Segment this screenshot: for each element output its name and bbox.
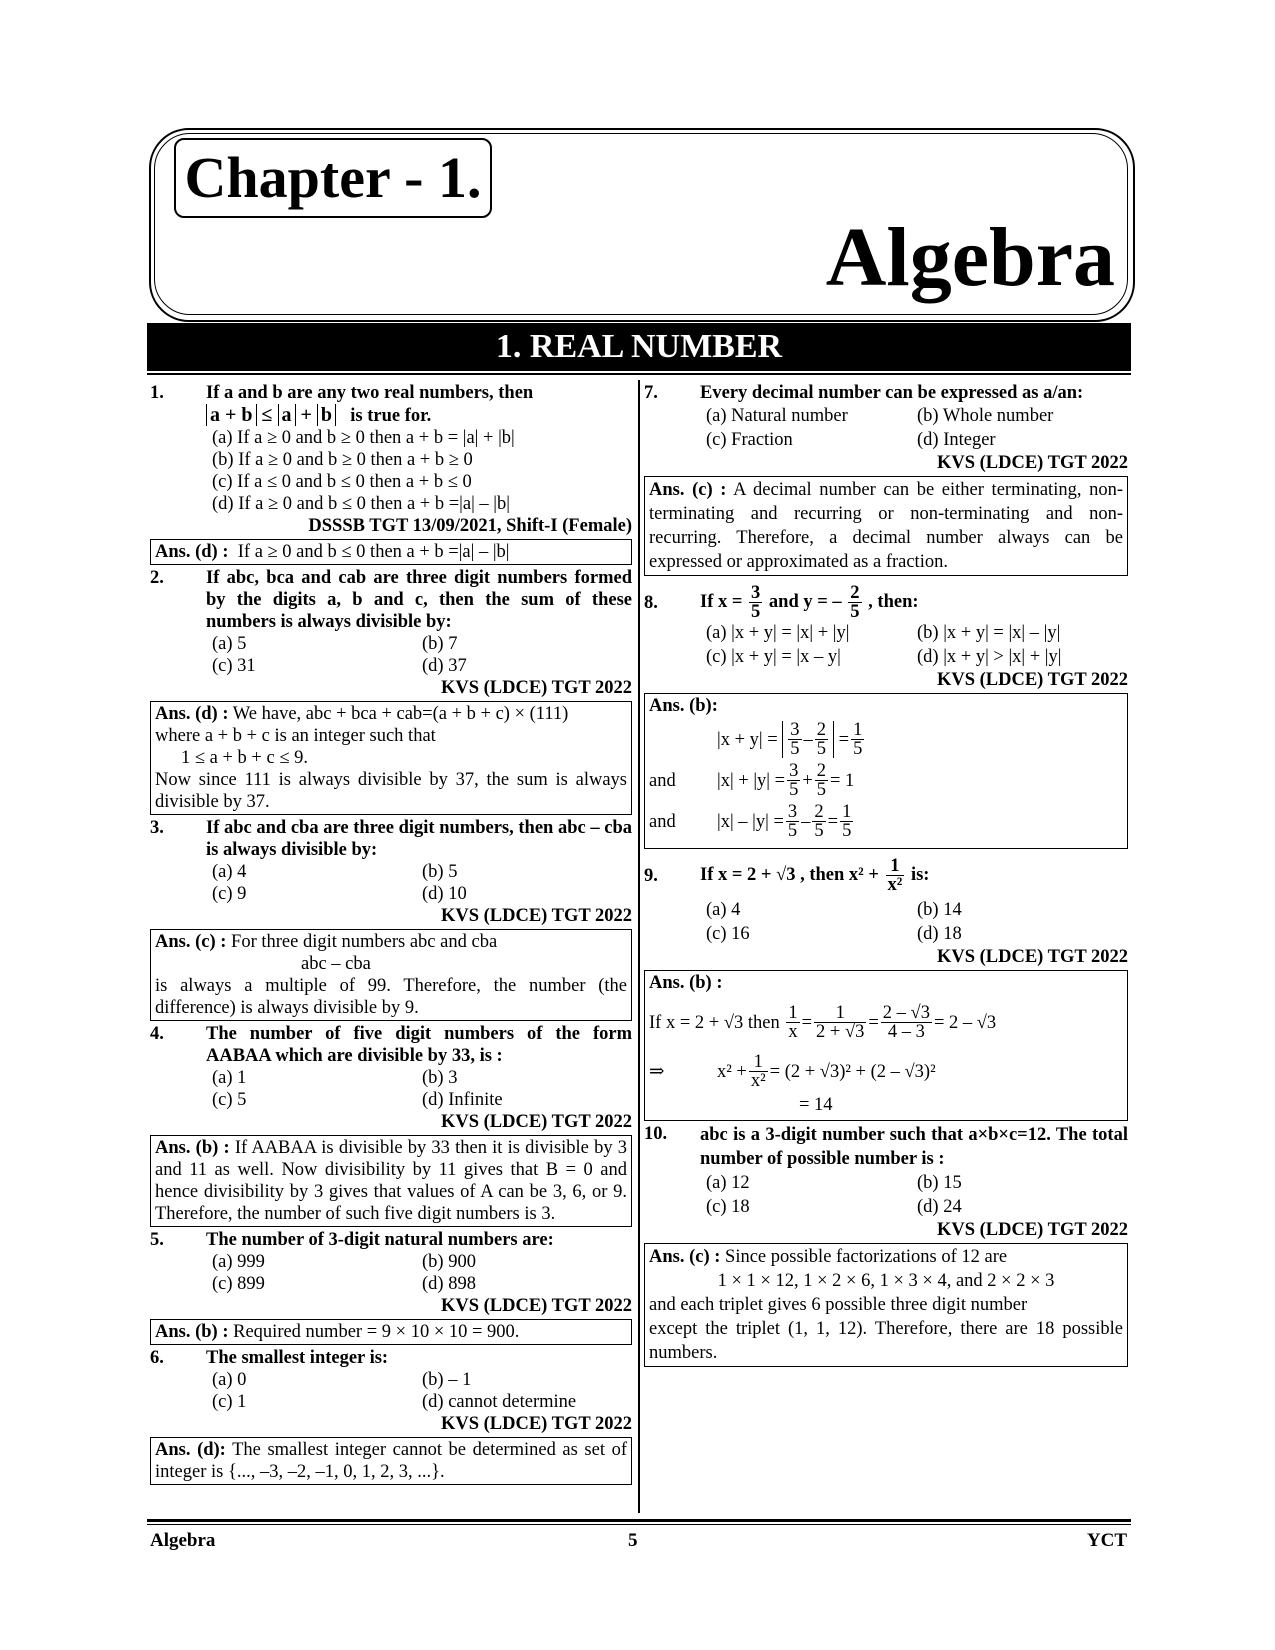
answer-label: Ans. (c) :: [649, 480, 727, 500]
answer-text: The smallest integer cannot be determined as set of integer is {..., –3, –2, –1, 0, 1, 2, 3, ...}.: [155, 1440, 627, 1482]
answer-box: [644, 970, 1128, 1121]
answer-text: If a ≥ 0 and b ≤ 0 then a + b =|a| – |b|: [237, 542, 510, 562]
option-d[interactable]: (d) 24: [917, 1197, 962, 1217]
option-d[interactable]: (d) |x + y| > |x| + |y|: [917, 647, 1062, 667]
answer-line: abc – cba: [301, 954, 371, 974]
answer-label: Ans. (c) :: [649, 1247, 721, 1267]
options: [150, 1067, 632, 1111]
answer-box: [644, 476, 1128, 576]
option-d[interactable]: (d) 37: [422, 656, 467, 676]
options: [150, 1251, 632, 1295]
option-a[interactable]: (a) 4: [706, 900, 741, 920]
option-d[interactable]: (d) 10: [422, 884, 467, 904]
question-7: [644, 382, 1128, 576]
question-text: If abc and cba are three digit numbers, then abc – cba is always divisible by:: [206, 818, 632, 860]
question-10: [644, 1123, 1128, 1367]
question-source: KVS (LDCE) TGT 2022: [440, 906, 632, 926]
answer-label: Ans. (b) :: [155, 1322, 229, 1342]
abs-inequality-formula: a + b ≤ a + b: [206, 404, 341, 426]
question-6: [150, 1347, 632, 1485]
options: [644, 404, 1128, 452]
option-a[interactable]: (a) 0: [212, 1370, 247, 1390]
question-1: [150, 382, 632, 565]
option-b[interactable]: (b) If a ≥ 0 and b ≥ 0 then a + b ≥ 0: [212, 450, 473, 470]
options: [150, 861, 632, 905]
question-text: The smallest integer is:: [206, 1348, 389, 1368]
question-source: DSSSB TGT 13/09/2021, Shift-I (Female): [308, 516, 632, 536]
option-a[interactable]: (a) 4: [212, 862, 247, 882]
answer-label: Ans. (b):: [649, 696, 718, 716]
left-column: [150, 382, 632, 1487]
answer-box: [150, 1135, 632, 1227]
option-b[interactable]: (b) 7: [422, 634, 458, 654]
option-d[interactable]: (d) cannot determine: [422, 1392, 577, 1412]
option-a[interactable]: (a) 999: [212, 1252, 265, 1272]
footer-publisher: YCT: [1086, 1530, 1127, 1551]
answer-text: If AABAA is divisible by 33 then it is divisible by 3 and 11 as well. Now divisibility by 11 gives that B = 0 and hence divisibility by 3 gives that values of A can be 3, 6, or 9. Therefore, the number of such five digit numbers is 3.: [155, 1138, 628, 1224]
question-number: 5.: [150, 1230, 164, 1250]
option-d[interactable]: (d) 18: [917, 924, 962, 944]
question-2: [150, 567, 632, 815]
right-column: [644, 382, 1128, 1369]
option-b[interactable]: (b) |x + y| = |x| – |y|: [917, 623, 1061, 643]
question-number: 7.: [644, 383, 658, 403]
math-row-3: = 14: [799, 1095, 833, 1115]
option-d[interactable]: (d) 898: [422, 1274, 476, 1294]
math-row-3: and |x| – |y| = $\frac{3}{5}$ – $\frac{2}{5}$ = $\frac{1}{5}$: [649, 802, 852, 841]
options: [644, 898, 1128, 946]
option-c[interactable]: (c) 18: [706, 1197, 750, 1217]
answer-line: 1 × 1 × 12, 1 × 2 × 6, 1 × 3 × 4, and 2 × 2 × 3: [717, 1271, 1055, 1291]
footer-rule-thin: [147, 1524, 1131, 1525]
answer-label: Ans. (d):: [155, 1440, 226, 1460]
question-source: KVS (LDCE) TGT 2022: [936, 670, 1128, 690]
question-source: KVS (LDCE) TGT 2022: [440, 1414, 632, 1434]
question-5: [150, 1229, 632, 1345]
answer-box: [150, 929, 632, 1021]
option-d[interactable]: (d) Infinite: [422, 1090, 503, 1110]
option-a[interactable]: (a) |x + y| = |x| + |y|: [706, 623, 850, 643]
answer-line: For three digit numbers abc and cba: [231, 932, 498, 952]
math-row-1: |x + y| = $\frac{3}{5}$ – $\frac{2}{5}$ = $\frac{1}{5}$: [717, 720, 863, 759]
question-4: [150, 1023, 632, 1227]
fraction-y: $\frac{2}{5}$: [850, 583, 860, 622]
option-c[interactable]: (c) 1: [212, 1392, 247, 1412]
answer-line: 1 ≤ a + b + c ≤ 9.: [181, 748, 308, 768]
answer-line: except the triplet (1, 1, 12). Therefore, there are 18 possible numbers.: [649, 1319, 1123, 1363]
answer-box: [644, 693, 1128, 849]
question-source: KVS (LDCE) TGT 2022: [936, 1220, 1128, 1240]
question-text: abc is a 3-digit number such that a×b×c=12. The total number of possible number is :: [700, 1125, 1128, 1169]
column-separator: [638, 380, 640, 1513]
answer-text: Required number = 9 × 10 × 10 = 900.: [233, 1322, 520, 1342]
option-b[interactable]: (b) – 1: [422, 1370, 472, 1390]
section-rule: [147, 373, 1131, 375]
question-number: 8.: [644, 592, 658, 613]
question-3: [150, 817, 632, 1021]
chapter-label: Chapter - 1.: [174, 138, 492, 218]
option-a[interactable]: (a) 5: [212, 634, 247, 654]
options: [644, 1171, 1128, 1219]
question-text: If abc, bca and cab are three digit numbers formed by the digits a, b and c, then the sum of these numbers is always divisible by:: [206, 568, 632, 632]
fraction-x: $\frac{3}{5}$: [751, 583, 761, 622]
answer-label: Ans. (d) :: [155, 704, 229, 724]
option-a[interactable]: (a) 1: [212, 1068, 247, 1088]
option-a[interactable]: (a) Natural number: [706, 406, 848, 426]
option-b[interactable]: (b) 900: [422, 1252, 476, 1272]
question-text: If x = $\frac{3}{5}$ and y = – $\frac{2}{5}$ , then:: [700, 583, 919, 622]
options: [150, 1369, 632, 1413]
answer-line: where a + b + c is an integer such that: [155, 726, 436, 746]
question-text: Every decimal number can be expressed as a/an:: [700, 383, 1084, 403]
answer-box: [150, 1319, 632, 1345]
section-title: 1. REAL NUMBER: [147, 323, 1131, 371]
option-d[interactable]: (d) Integer: [917, 430, 996, 450]
answer-label: Ans. (b) :: [649, 973, 723, 993]
option-d[interactable]: (d) If a ≥ 0 and b ≤ 0 then a + b =|a| – |b|: [212, 494, 510, 514]
math-row-2: ⇒ x² + $\frac{1}{\text{x²}}$ = (2 + √3)² + (2 – √3)²: [649, 1052, 936, 1091]
question-number: 3.: [150, 818, 164, 838]
options: [150, 633, 632, 677]
option-c[interactable]: (c) 16: [706, 924, 750, 944]
question-source: KVS (LDCE) TGT 2022: [440, 1296, 632, 1316]
page-number: 5: [628, 1530, 638, 1551]
fraction-1-over-x2: $\frac{1}{\text{x²}}$: [887, 856, 903, 895]
question-number: 9.: [644, 865, 658, 886]
math-row-2: and |x| + |y| = $\frac{3}{5}$ + $\frac{2}{5}$ = 1: [649, 761, 855, 800]
options: [644, 621, 1128, 669]
answer-line: and each triplet gives 6 possible three digit number: [649, 1295, 1028, 1315]
question-9: [644, 857, 1128, 1121]
option-c[interactable]: (c) 31: [212, 656, 256, 676]
answer-text: A decimal number can be either terminating, non-terminating and recurring or non-terminating and non-recurring. Therefore, a decimal number always can be expressed or approximated as a fraction.: [649, 480, 1124, 572]
option-c[interactable]: (c) 9: [212, 884, 247, 904]
math-row-1: If x = 2 + √3 then $\frac{1}{x}$ = $\frac{1}{2 + √3}$ = $\frac{2 - √3}{4 - 3}$ = 2 – √3: [649, 1003, 997, 1042]
answer-line: We have, abc + bca + cab=(a + b + c) × (111): [232, 704, 569, 724]
footer-subject: Algebra: [150, 1530, 216, 1551]
question-text: If a and b are any two real numbers, then a + b ≤ a + b is true for.: [206, 383, 534, 426]
answer-label: Ans. (c) :: [155, 932, 227, 952]
answer-line: Now since 111 is always divisible by 37, the sum is always divisible by 37.: [155, 770, 627, 812]
question-number: 6.: [150, 1348, 164, 1368]
option-b[interactable]: (b) Whole number: [917, 406, 1054, 426]
question-text: The number of five digit numbers of the form AABAA which are divisible by 33, is :: [206, 1024, 632, 1066]
answer-label: Ans. (b) :: [155, 1138, 230, 1158]
question-8: [644, 584, 1128, 849]
footer-rule: [147, 1519, 1131, 1522]
question-source: KVS (LDCE) TGT 2022: [936, 947, 1128, 967]
option-c[interactable]: (c) 5: [212, 1090, 247, 1110]
question-text: If x = 2 + √3 , then x² + $\frac{1}{\text{x²}}$ is:: [700, 856, 930, 895]
question-number: 4.: [150, 1024, 164, 1044]
option-a[interactable]: (a) If a ≥ 0 and b ≥ 0 then a + b = |a| + |b|: [212, 428, 515, 448]
answer-box: [150, 539, 632, 565]
answer-line: Since possible factorizations of 12 are: [725, 1247, 1008, 1267]
option-c[interactable]: (c) If a ≤ 0 and b ≤ 0 then a + b ≤ 0: [212, 472, 472, 492]
answer-box: [150, 701, 632, 815]
option-a[interactable]: (a) 12: [706, 1173, 750, 1193]
option-b[interactable]: (b) 15: [917, 1173, 962, 1193]
question-number: 2.: [150, 568, 164, 588]
option-b[interactable]: (b) 14: [917, 900, 962, 920]
option-b[interactable]: (b) 5: [422, 862, 458, 882]
option-c[interactable]: (c) 899: [212, 1274, 265, 1294]
option-b[interactable]: (b) 3: [422, 1068, 458, 1088]
option-c[interactable]: (c) Fraction: [706, 430, 793, 450]
chapter-title: Algebra: [825, 211, 1115, 304]
option-c[interactable]: (c) |x + y| = |x – y|: [706, 647, 841, 667]
options: [150, 427, 632, 515]
question-number: 10.: [644, 1124, 668, 1144]
question-text: The number of 3-digit natural numbers are:: [206, 1230, 554, 1250]
question-source: KVS (LDCE) TGT 2022: [440, 678, 632, 698]
question-source: KVS (LDCE) TGT 2022: [936, 453, 1128, 473]
answer-box: [150, 1437, 632, 1485]
question-source: KVS (LDCE) TGT 2022: [440, 1112, 632, 1132]
answer-line: is always a multiple of 99. Therefore, the number (the difference) is always divisible by 9.: [155, 976, 627, 1018]
question-number: 1.: [150, 383, 164, 403]
answer-box: [644, 1243, 1128, 1367]
answer-label: Ans. (d) :: [155, 542, 229, 562]
